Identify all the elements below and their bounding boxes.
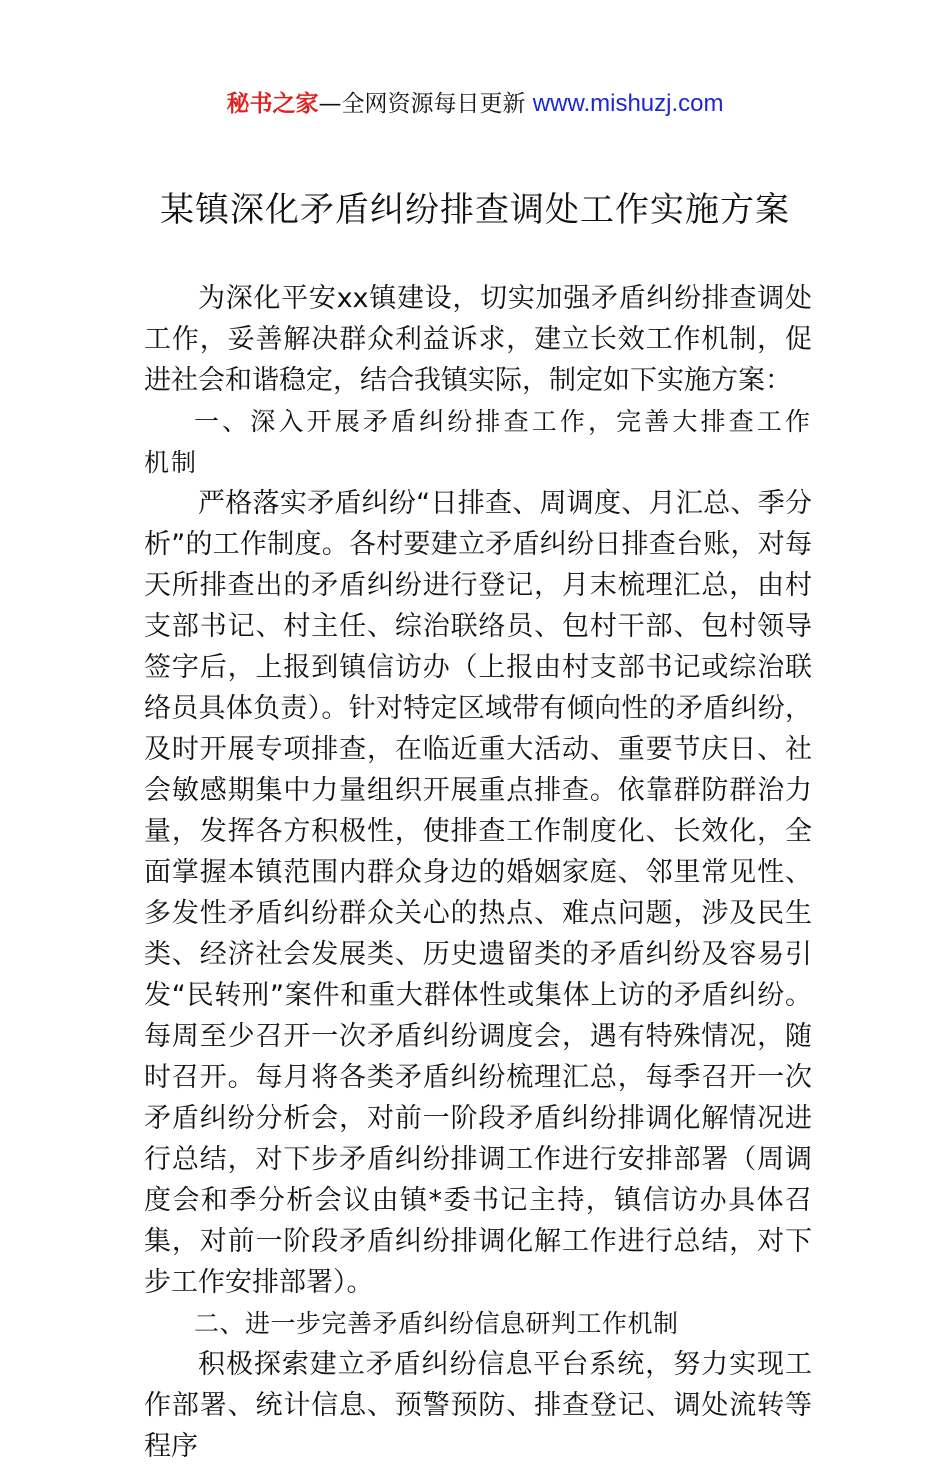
intro-paragraph: 为深化平安xx镇建设，切实加强矛盾纠纷排查调处工作，妥善解决群众利益诉求，建立长效工作机制，促进社会和谐稳定，结合我镇实际，制定如下实施方案： [144, 283, 812, 396]
section-heading-1: 一、深入开展矛盾纠纷排查工作，完善大排查工作机制 [144, 407, 812, 477]
document-title: 某镇深化矛盾纠纷排查调处工作实施方案 [160, 190, 790, 230]
document-body [144, 278, 812, 1467]
site-banner [0, 86, 950, 122]
section-heading-2: 二、进一步完善矛盾纠纷信息研判工作机制 [194, 1309, 679, 1338]
site-tagline: —全网资源每日更新 [318, 91, 533, 117]
site-brand: 秘书之家 [226, 91, 319, 117]
site-url-link[interactable]: www.mishuzj.com [532, 90, 724, 117]
section-2-paragraph: 积极探索建立矛盾纠纷信息平台系统，努力实现工作部署、统计信息、预警预防、排查登记、调处流转等程序 [144, 1349, 812, 1462]
section-1-paragraph: 严格落实矛盾纠纷“日排查、周调度、月汇总、季分析”的工作制度。各村要建立矛盾纠纷日排查台账，对每天所排查出的矛盾纠纷进行登记，月末梳理汇总，由村支部书记、村主任、综治联络员、包村干部、包村领导签字后，上报到镇信访办（上报由村支部书记或综治联络员具体负责）。针对特定区域带有倾向性的矛盾纠纷，及时开展专项排查，在临近重大活动、重要节庆日、社会敏感期集中力量组织开展重点排查。依靠群防群治力量，发挥各方积极性，使排查工作制度化、长效化，全面掌握本镇范围内群众身边的婚姻家庭、邻里常见性、多发性矛盾纠纷群众关心的热点、难点问题，涉及民生类、经济社会发展类、历史遗留类的矛盾纠纷及容易引发“民转刑”案件和重大群体性或集体上访的矛盾纠纷。每周至少召开一次矛盾纠纷调度会，遇有特殊情况，随时召开。每月将各类矛盾纠纷梳理汇总，每季召开一次矛盾纠纷分析会，对前一阶段矛盾纠纷排调化解情况进行总结，对下步矛盾纠纷排调工作进行安排部署（周调度会和季分析会议由镇*委书记主持，镇信访办具体召集，对前一阶段矛盾纠纷排调化解工作进行总结，对下步工作安排部署）。 [144, 488, 812, 1298]
